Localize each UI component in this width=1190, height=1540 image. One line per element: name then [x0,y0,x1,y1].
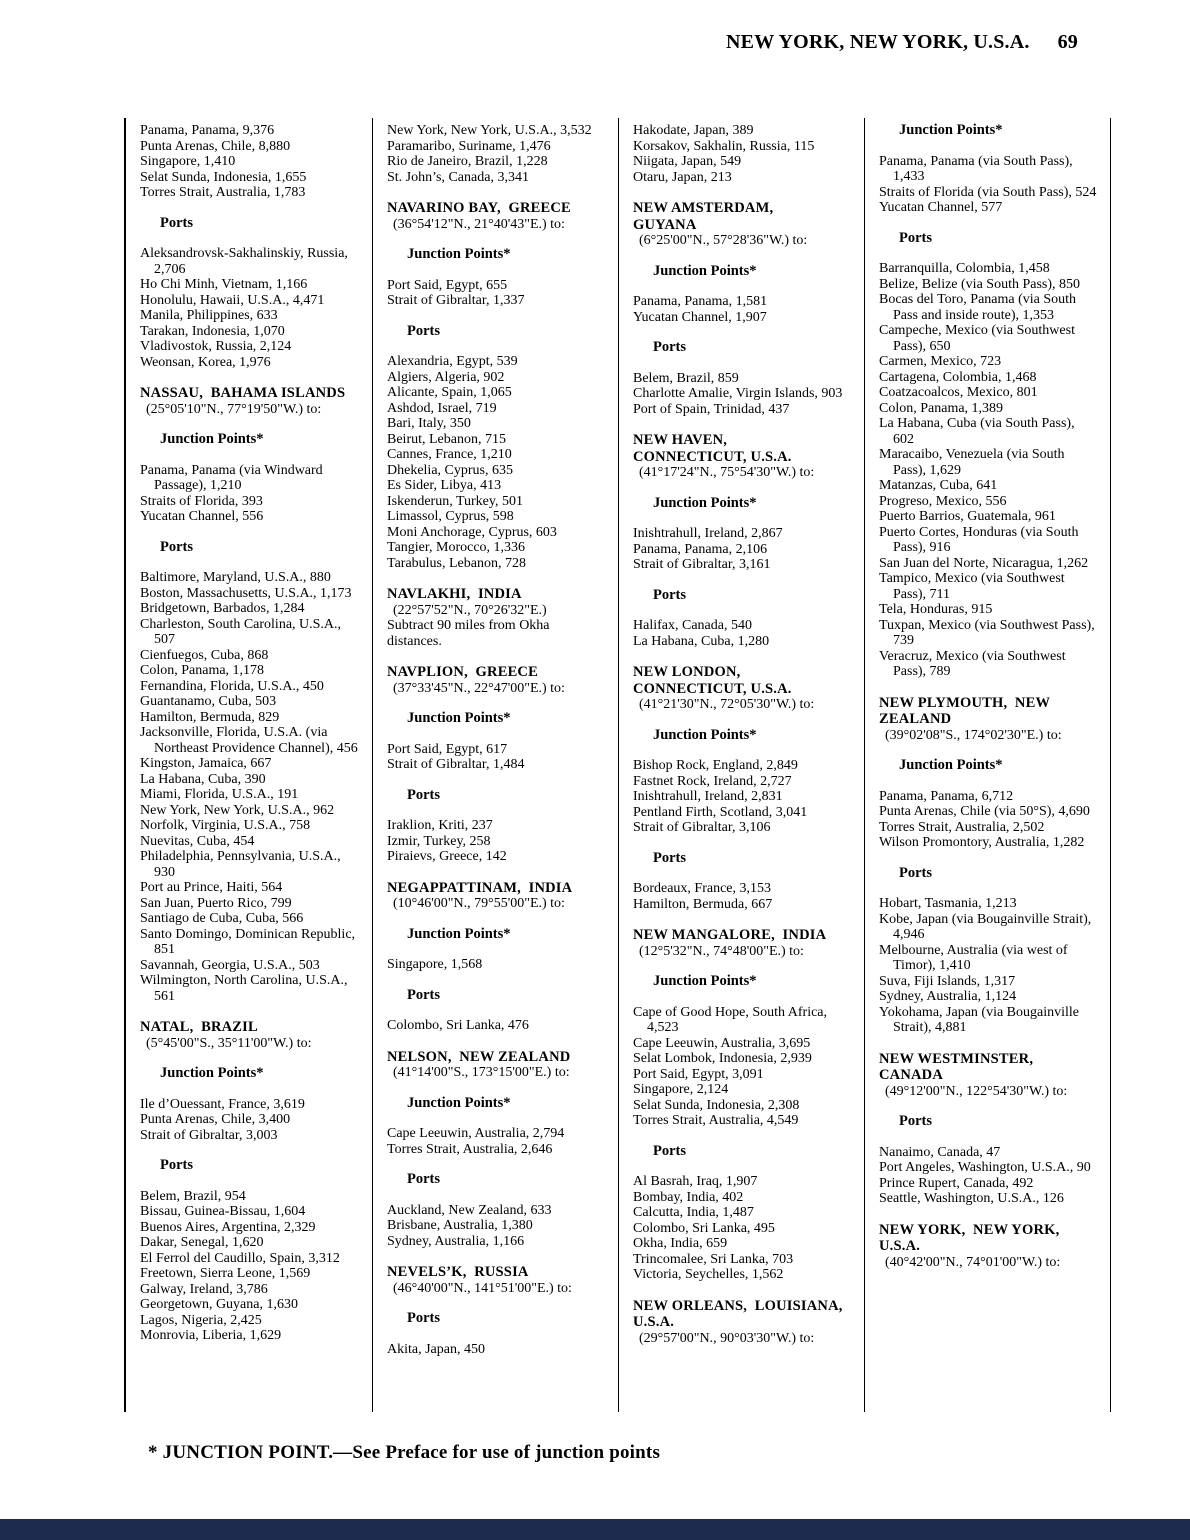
section-subheading: Ports [407,786,441,803]
place-section [387,880,607,912]
port-distance-entry: Tarabulus, Lebanon, 728 [387,555,526,571]
port-distance-entry: Matanzas, Cuba, 641 [879,478,998,493]
place-heading: U.S.A. [633,1314,675,1330]
section-subheading: Ports [407,1310,441,1326]
section-subheading: Ports [653,586,687,603]
port-distance-entry: St. John’s, Canada, 3,341 [387,169,529,185]
section-subheading: Junction Points* [653,494,757,511]
coordinates-line: (25°05'10"N., 77°19'50"W.) to: [146,401,322,417]
port-distance-entry: Moni Anchorage, Cyprus, 603 [387,524,557,540]
port-distance-entry: Punta Arenas, Chile (via 50°S), 4,690 [879,804,1090,819]
port-distance-entry: New York, New York, U.S.A., 962 [140,802,335,818]
place-section [879,695,1099,744]
port-distance-entry: Norfolk, Virginia, U.S.A., 758 [140,818,311,833]
port-distance-entry: Tuxpan, Mexico (via Southwest Pass), 739 [879,617,1095,648]
port-distance-entry: Panama, Panama, 1,581 [633,294,768,309]
place-heading: NEGAPPATTINAM, INDIA [387,879,573,896]
port-distance-entry: Port of Spain, Trinidad, 437 [633,401,790,417]
port-distance-entry: Charleston, South Carolina, U.S.A., 507 [140,616,342,647]
port-distance-entry: Selat Sunda, Indonesia, 2,308 [633,1097,800,1113]
coordinates-line: (22°57'52"N., 70°26'32"E.) [393,602,547,618]
place-section [633,1298,853,1347]
port-distance-entry: Puerto Cortes, Honduras (via South Pass), 916 [879,524,1079,555]
port-distance-entry: Colombo, Sri Lanka, 476 [387,1018,529,1033]
port-distance-entry: Cannes, France, 1,210 [387,447,512,462]
place-section [633,664,853,713]
port-distance-entry: Jacksonville, Florida, U.S.A. (via Northeast Providence Channel), 456 [140,725,358,756]
section-subheading: Junction Points* [653,973,757,989]
port-distance-entry: Kingston, Jamaica, 667 [140,756,272,771]
section-subheading: Ports [653,1142,687,1159]
port-distance-entry: Lagos, Nigeria, 2,425 [140,1312,262,1328]
port-distance-entry: Calcutta, India, 1,487 [633,1205,754,1220]
port-distance-entry: Selat Sunda, Indonesia, 1,655 [140,169,307,185]
port-distance-entry: El Ferrol del Caudillo, Spain, 3,312 [140,1250,340,1266]
place-section [879,1051,1099,1100]
port-distance-entry: Miami, Florida, U.S.A., 191 [140,787,299,802]
coordinates-line: (46°40'00"N., 141°51'00"E.) to: [393,1280,572,1296]
port-distance-entry: La Habana, Cuba (via South Pass), 602 [879,416,1075,447]
port-distance-entry: Monrovia, Liberia, 1,629 [140,1328,282,1343]
section-subheading: Junction Points* [899,122,1003,138]
port-distance-entry: Sydney, Australia, 1,124 [879,989,1017,1004]
place-heading: NASSAU, BAHAMA ISLANDS [140,385,346,401]
port-distance-entry: Iraklion, Kriti, 237 [387,818,493,833]
coordinates-line: (12°5'32"N., 74°48'00"E.) to: [639,943,804,959]
port-distance-entry: Singapore, 1,568 [387,957,483,972]
port-distance-entry: Strait of Gibraltar, 3,106 [633,820,771,835]
port-distance-entry: Cartagena, Colombia, 1,468 [879,369,1037,385]
coordinates-line: (39°02'08"S., 174°02'30"E.) to: [885,727,1062,743]
coordinates-line: (41°21'30"N., 72°05'30"W.) to: [639,697,815,712]
coordinates-line: (29°57'00"N., 90°03'30"W.) to: [639,1330,815,1346]
port-distance-entry: Port Said, Egypt, 655 [387,277,508,293]
port-distance-entry: Carmen, Mexico, 723 [879,354,1002,369]
port-distance-entry: Panama, Panama (via South Pass), 1,433 [879,153,1073,184]
port-distance-entry: Yucatan Channel, 577 [879,200,1003,215]
port-distance-entry: Campeche, Mexico (via Southwest Pass), 650 [879,323,1075,354]
port-distance-entry: Seattle, Washington, U.S.A., 126 [879,1191,1064,1206]
place-section [633,200,853,249]
port-distance-entry: La Habana, Cuba, 1,280 [633,633,770,649]
port-distance-entry: Coatzacoalcos, Mexico, 801 [879,385,1038,400]
port-distance-entry: Tela, Honduras, 915 [879,602,993,617]
port-distance-entry: Victoria, Seychelles, 1,562 [633,1267,784,1282]
port-distance-entry: Dhekelia, Cyprus, 635 [387,462,513,478]
port-distance-entry: Selat Lombok, Indonesia, 2,939 [633,1051,812,1066]
port-distance-entry: Tampico, Mexico (via Southwest Pass), 711 [879,571,1065,602]
port-distance-entry: Torres Strait, Australia, 1,783 [140,185,306,200]
port-distance-entry: Nuevitas, Cuba, 454 [140,833,255,849]
port-distance-entry: Ile d’Ouessant, France, 3,619 [140,1096,305,1112]
port-distance-entry: Bari, Italy, 350 [387,416,471,431]
port-distance-entry: San Juan, Puerto Rico, 799 [140,895,292,911]
bottom-bar [0,1519,1190,1540]
place-heading: NELSON, NEW ZEALAND [387,1048,571,1065]
port-distance-entry: Singapore, 1,410 [140,154,236,169]
port-distance-entry: Bridgetown, Barbados, 1,284 [140,601,305,616]
port-distance-entry: Torres Strait, Australia, 4,549 [633,1113,799,1128]
port-distance-entry: Maracaibo, Venezuela (via South Pass), 1,629 [879,447,1065,478]
port-distance-entry: Inishtrahull, Ireland, 2,867 [633,526,783,541]
section-subheading: Ports [407,1171,441,1187]
port-distance-entry: Punta Arenas, Chile, 8,880 [140,138,291,154]
port-distance-entry: Dakar, Senegal, 1,620 [140,1235,264,1250]
port-distance-entry: Santo Domingo, Dominican Republic, 851 [140,926,356,957]
section-subheading: Junction Points* [407,925,511,942]
port-distance-entry: Bombay, India, 402 [633,1189,744,1205]
section-subheading: Junction Points* [653,262,757,279]
place-section [387,586,607,649]
port-distance-entry: Santiago de Cuba, Cuba, 566 [140,911,304,926]
port-distance-entry: Yucatan Channel, 1,907 [633,309,767,325]
section-subheading: Junction Points* [407,710,511,726]
port-distance-entry: Trincomalee, Sri Lanka, 703 [633,1251,794,1267]
place-section [387,1049,607,1081]
port-distance-entry: Hamilton, Bermuda, 667 [633,896,773,912]
port-distance-entry: Bocas del Toro, Panama (via South Pass and inside route), 1,353 [879,292,1077,323]
port-distance-entry: Buenos Aires, Argentina, 2,329 [140,1219,316,1235]
port-distance-entry: Otaru, Japan, 213 [633,169,732,185]
coordinates-line: (36°54'12"N., 21°40'43"E.) to: [393,216,565,232]
place-section [879,1222,1099,1271]
port-distance-entry: Korsakov, Sakhalin, Russia, 115 [633,138,815,154]
port-distance-entry: Paramaribo, Suriname, 1,476 [387,138,551,154]
place-heading: NAVPLION, GREECE [387,664,538,680]
port-distance-entry: Fernandina, Florida, U.S.A., 450 [140,678,324,694]
port-distance-entry: Panama, Panama, 6,712 [879,788,1014,804]
port-distance-entry: Freetown, Sierra Leone, 1,569 [140,1266,311,1281]
port-distance-entry: Alexandria, Egypt, 539 [387,354,518,369]
port-distance-entry: New York, New York, U.S.A., 3,532 [387,123,592,138]
port-distance-entry: Tarakan, Indonesia, 1,070 [140,323,285,339]
port-distance-entry: Panama, Panama (via Windward Passage), 1,210 [140,462,323,493]
port-distance-entry: Cienfuegos, Cuba, 868 [140,647,269,663]
section-subheading: Junction Points* [653,726,757,743]
port-distance-entry: Boston, Massachusetts, U.S.A., 1,173 [140,585,352,601]
port-distance-entry: Galway, Ireland, 3,786 [140,1281,268,1297]
columns [124,118,1111,1412]
place-section [140,1019,361,1051]
port-distance-entry: Port Said, Egypt, 617 [387,741,508,757]
port-distance-entry: Cape of Good Hope, South Africa, 4,523 [633,1004,828,1035]
place-section [387,1264,607,1296]
port-distance-entry: Iskenderun, Turkey, 501 [387,493,523,509]
port-distance-entry: Puerto Barrios, Guatemala, 961 [879,509,1056,524]
port-distance-entry: Port au Prince, Haiti, 564 [140,880,283,895]
port-distance-entry: Prince Rupert, Canada, 492 [879,1175,1034,1191]
section-subheading: Junction Points* [407,246,511,262]
port-distance-entry: Panama, Panama, 2,106 [633,541,768,557]
place-heading: NEW MANGALORE, INDIA [633,927,827,943]
port-distance-entry: Wilson Promontory, Australia, 1,282 [879,835,1085,850]
port-distance-entry: Georgetown, Guyana, 1,630 [140,1297,298,1312]
port-distance-entry: Baltimore, Maryland, U.S.A., 880 [140,570,331,585]
port-distance-entry: Sydney, Australia, 1,166 [387,1233,525,1249]
port-distance-entry: Limassol, Cyprus, 598 [387,509,514,524]
port-distance-entry: Okha, India, 659 [633,1236,728,1251]
port-distance-entry: Belem, Brazil, 859 [633,370,739,386]
coordinates-line: (49°12'00"N., 122°54'30"W.) to: [885,1083,1068,1099]
section-subheading: Junction Points* [899,757,1003,773]
port-distance-entry: Charlotte Amalie, Virgin Islands, 903 [633,386,843,401]
port-distance-entry: Yucatan Channel, 556 [140,509,264,524]
port-distance-entry: Savannah, Georgia, U.S.A., 503 [140,957,320,973]
section-subheading: Junction Points* [160,1065,264,1081]
place-heading: NEW YORK, NEW YORK, [879,1221,1060,1238]
coordinates-line: (41°14'00"S., 173°15'00"E.) to: [393,1065,570,1080]
port-distance-entry: Torres Strait, Australia, 2,646 [387,1141,553,1157]
port-distance-entry: Es Sider, Libya, 413 [387,478,502,493]
port-distance-entry: Colon, Panama, 1,389 [879,400,1004,416]
section-subheading: Ports [160,1157,194,1173]
port-distance-entry: Ho Chi Minh, Vietnam, 1,166 [140,277,308,292]
section-subheading: Ports [653,339,687,355]
column-1 [126,118,372,1412]
place-heading: NATAL, BRAZIL [140,1019,258,1035]
port-distance-entry: Punta Arenas, Chile, 3,400 [140,1112,291,1127]
port-distance-entry: Belem, Brazil, 954 [140,1188,246,1204]
port-distance-entry: Ashdod, Israel, 719 [387,400,497,416]
place-heading: NEW HAVEN, [633,432,728,448]
coordinates-line: (6°25'00"N., 57°28'36"W.) to: [639,233,808,248]
port-distance-entry: Fastnet Rock, Ireland, 2,727 [633,773,792,789]
port-distance-entry: Vladivostok, Russia, 2,124 [140,339,292,354]
place-heading: NEVELS’K, RUSSIA [387,1264,529,1280]
place-section [387,200,607,232]
section-subheading: Junction Points* [160,431,264,447]
page-header [726,31,1078,54]
port-distance-entry: Izmir, Turkey, 258 [387,833,491,849]
port-distance-entry: Cape Leeuwin, Australia, 3,695 [633,1035,811,1051]
port-distance-entry: Bissau, Guinea-Bissau, 1,604 [140,1204,306,1219]
port-distance-entry: Akita, Japan, 450 [387,1341,485,1357]
coordinates-line: (41°17'24"N., 75°54'30"W.) to: [639,465,815,480]
port-distance-entry: Rio de Janeiro, Brazil, 1,228 [387,154,548,169]
port-distance-entry: Strait of Gibraltar, 3,161 [633,557,771,572]
port-distance-entry: Torres Strait, Australia, 2,502 [879,819,1045,835]
port-distance-entry: Hamilton, Bermuda, 829 [140,709,280,725]
port-distance-entry: Colon, Panama, 1,178 [140,663,265,678]
port-distance-entry: Philadelphia, Pennsylvania, U.S.A., 930 [140,849,341,880]
coordinates-line: (10°46'00"N., 79°55'00"E.) to: [393,896,565,911]
port-distance-entry: Bishop Rock, England, 2,849 [633,758,798,773]
port-distance-entry: Hobart, Tasmania, 1,213 [879,896,1017,911]
port-distance-entry: Manila, Philippines, 633 [140,308,278,323]
place-heading: ZEALAND [879,711,952,727]
port-distance-entry: Alicante, Spain, 1,065 [387,385,512,400]
column-4 [864,118,1110,1412]
port-distance-entry: Weonsan, Korea, 1,976 [140,354,271,370]
section-subheading: Ports [407,322,441,339]
port-distance-entry: Pentland Firth, Scotland, 3,041 [633,804,808,820]
port-distance-entry: Aleksandrovsk-Sakhalinskiy, Russia, 2,706 [140,246,348,277]
section-subheading: Ports [899,1113,933,1129]
coordinates-line: (5°45'00"S., 35°11'00"W.) to: [146,1035,312,1051]
port-distance-entry: Veracruz, Mexico (via Southwest Pass), 789 [879,648,1066,679]
place-heading: CANADA [879,1067,944,1083]
place-heading: CONNECTICUT, U.S.A. [633,448,792,465]
port-distance-entry: Niigata, Japan, 549 [633,154,742,169]
port-distance-entry: Wilmington, North Carolina, U.S.A., 561 [140,973,348,1004]
place-heading: CONNECTICUT, U.S.A. [633,680,792,697]
place-section [633,432,853,481]
port-distance-entry: Port Said, Egypt, 3,091 [633,1066,764,1082]
place-heading: GUYANA [633,216,697,233]
page-title: NEW YORK, NEW YORK, U.S.A. [726,31,1030,53]
port-distance-entry: Straits of Florida (via South Pass), 524 [879,184,1097,200]
place-heading: NEW WESTMINSTER, [879,1050,1034,1067]
port-distance-entry: Colombo, Sri Lanka, 495 [633,1220,775,1236]
port-distance-entry: Kobe, Japan (via Bougainville Strait), 4,946 [879,911,1092,942]
place-heading: NAVLAKHI, INDIA [387,586,522,602]
port-distance-entry: Tangier, Morocco, 1,336 [387,540,526,555]
section-subheading: Ports [899,229,933,246]
port-distance-entry: Yokohama, Japan (via Bougainville Strait), 4,881 [879,1004,1079,1035]
port-distance-entry: Strait of Gibraltar, 1,337 [387,293,525,308]
place-section [387,664,607,696]
port-distance-entry: Hakodate, Japan, 389 [633,123,754,138]
port-distance-entry: Panama, Panama, 9,376 [140,123,275,138]
port-distance-entry: Belize, Belize (via South Pass), 850 [879,276,1081,292]
port-distance-entry: Suva, Fiji Islands, 1,317 [879,973,1016,989]
section-subheading: Ports [407,986,441,1003]
port-distance-entry: San Juan del Norte, Nicaragua, 1,262 [879,555,1089,571]
port-distance-entry: Bordeaux, France, 3,153 [633,881,772,896]
port-distance-entry: Melbourne, Australia (via west of Timor), 1,410 [879,942,1068,973]
column-3 [618,118,864,1412]
page-number: 69 [1057,31,1078,53]
note-line: Subtract 90 miles from Okha distances. [387,618,550,649]
port-distance-entry: Al Basrah, Iraq, 1,907 [633,1174,758,1189]
place-heading: NEW LONDON, [633,664,741,680]
section-subheading: Junction Points* [407,1094,511,1111]
port-distance-entry: La Habana, Cuba, 390 [140,771,266,787]
port-distance-entry: Port Angeles, Washington, U.S.A., 90 [879,1160,1091,1175]
column-2 [372,118,618,1412]
port-distance-entry: Nanaimo, Canada, 47 [879,1144,1001,1160]
place-section [633,927,853,959]
port-distance-entry: Singapore, 2,124 [633,1082,729,1097]
port-distance-entry: Brisbane, Australia, 1,380 [387,1218,533,1233]
port-distance-entry: Honolulu, Hawaii, U.S.A., 4,471 [140,292,325,308]
coordinates-line: (37°33'45"N., 22°47'00"E.) to: [393,680,565,696]
port-distance-entry: Straits of Florida, 393 [140,493,263,509]
place-heading: NEW PLYMOUTH, NEW [879,694,1051,711]
place-heading: NEW AMSTERDAM, [633,200,774,216]
port-distance-entry: Strait of Gibraltar, 1,484 [387,757,525,772]
section-subheading: Ports [160,538,194,555]
place-heading: NAVARINO BAY, GREECE [387,200,571,216]
section-subheading: Ports [653,849,687,866]
coordinates-line: (40°42'00"N., 74°01'00"W.) to: [885,1254,1061,1270]
port-distance-entry: Auckland, New Zealand, 633 [387,1202,552,1218]
place-heading: NEW ORLEANS, LOUISIANA, [633,1297,843,1314]
section-subheading: Ports [160,214,194,231]
section-subheading: Ports [899,864,933,881]
place-section [140,385,361,417]
port-distance-entry: Piraievs, Greece, 142 [387,849,507,864]
port-distance-entry: Halifax, Canada, 540 [633,618,752,633]
port-distance-entry: Beirut, Lebanon, 715 [387,431,506,447]
port-distance-entry: Guantanamo, Cuba, 503 [140,694,277,709]
port-distance-entry: Cape Leeuwin, Australia, 2,794 [387,1126,565,1141]
port-distance-entry: Strait of Gibraltar, 3,003 [140,1127,278,1143]
footer-note: * JUNCTION POINT.—See Preface for use of junction points [148,1442,661,1463]
port-distance-entry: Inishtrahull, Ireland, 2,831 [633,789,783,804]
port-distance-entry: Barranquilla, Colombia, 1,458 [879,261,1050,276]
port-distance-entry: Progreso, Mexico, 556 [879,493,1007,509]
port-distance-entry: Algiers, Algeria, 902 [387,369,505,385]
place-heading: U.S.A. [879,1238,921,1254]
